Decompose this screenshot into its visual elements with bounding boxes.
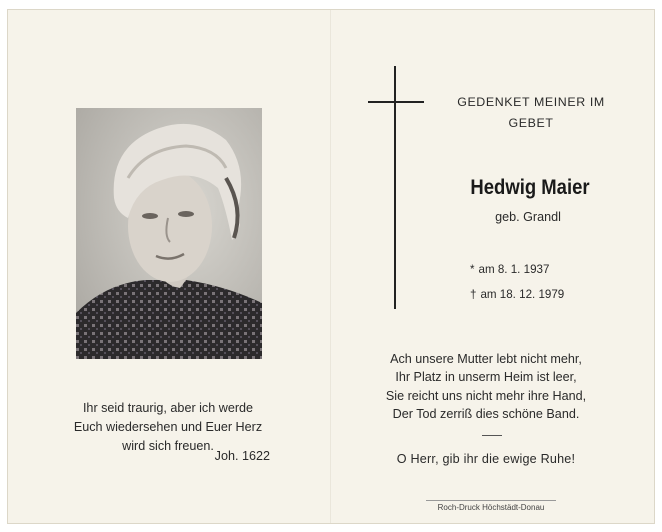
poem-line: Sie reicht uns nicht mehr ihre Hand, bbox=[385, 388, 587, 403]
birth-date-text: am 8. 1. 1937 bbox=[478, 263, 550, 276]
heading-line: GEBET bbox=[508, 116, 554, 130]
closing-prayer: O Herr, gib ihr die ewige Ruhe! bbox=[396, 452, 576, 466]
poem-line: Ihr Platz in unserm Heim ist leer, bbox=[395, 370, 577, 385]
deceased-name: Hedwig Maier bbox=[470, 176, 590, 199]
left-bible-verse bbox=[60, 399, 276, 456]
left-verse-line: wird sich freuen. bbox=[122, 439, 214, 453]
cross-icon-bar bbox=[368, 101, 424, 103]
death-date-text: am 18. 12. 1979 bbox=[480, 288, 565, 301]
heading-line: GEDENKET MEINER IM bbox=[457, 95, 605, 109]
birth-name: geb. Grandl bbox=[495, 210, 561, 224]
separator-dash bbox=[482, 435, 502, 436]
verse-reference: Joh. 1622 bbox=[214, 449, 270, 463]
death-cross-icon: † bbox=[470, 288, 477, 301]
poem-line: Der Tod zerriß dies schöne Band. bbox=[392, 407, 580, 422]
death-date bbox=[470, 288, 600, 301]
portrait-photo bbox=[76, 108, 262, 359]
card-fold bbox=[330, 10, 332, 523]
left-verse-line: Ihr seid traurig, aber ich werde bbox=[82, 401, 254, 415]
left-verse-line: Euch wiedersehen und Euer Herz bbox=[73, 420, 263, 434]
printer-rule bbox=[426, 500, 556, 501]
poem-line: Ach unsere Mutter lebt nicht mehr, bbox=[390, 352, 582, 366]
right-poem bbox=[356, 350, 616, 424]
memorial-heading bbox=[438, 92, 624, 134]
printer-credit: Roch-Druck Höchstädt-Donau bbox=[437, 503, 545, 512]
birth-star-icon: * bbox=[470, 263, 475, 276]
birth-date bbox=[470, 263, 600, 276]
